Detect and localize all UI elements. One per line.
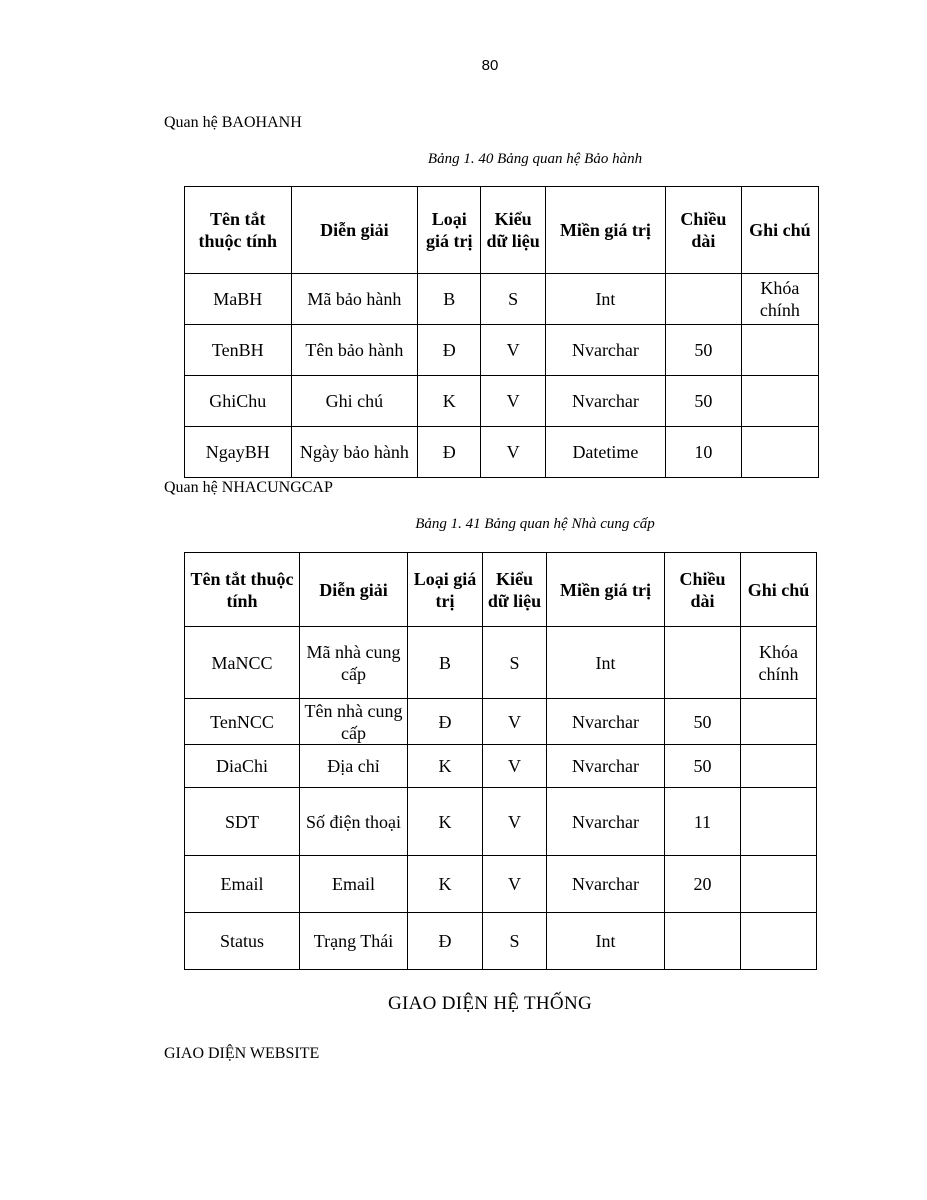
table-caption-baohanh: Bảng 1. 40 Bảng quan hệ Bảo hành bbox=[427, 151, 643, 167]
table-cell: NgayBH bbox=[185, 427, 292, 478]
header-cell: Ghi chú bbox=[741, 187, 818, 274]
table-cell: TenNCC bbox=[185, 699, 300, 745]
table-cell: K bbox=[418, 376, 481, 427]
table-cell: V bbox=[483, 699, 547, 745]
table-cell: Nvarchar bbox=[547, 699, 665, 745]
table-cell: Tên nhà cung cấp bbox=[300, 699, 408, 745]
table-cell: Mã nhà cung cấp bbox=[300, 627, 408, 699]
table-cell: S bbox=[481, 274, 546, 325]
table-cell: K bbox=[408, 745, 483, 788]
header-cell: Chiều dài bbox=[665, 553, 741, 627]
table-cell bbox=[741, 856, 817, 913]
table-cell: Đ bbox=[408, 699, 483, 745]
table-cell: V bbox=[483, 745, 547, 788]
table-cell: Số điện thoại bbox=[300, 788, 408, 856]
table-row bbox=[185, 325, 819, 376]
table-row bbox=[185, 913, 817, 970]
section-title: GIAO DIỆN HỆ THỐNG bbox=[388, 993, 592, 1014]
table-cell: Nvarchar bbox=[546, 376, 666, 427]
table-cell: V bbox=[483, 788, 547, 856]
table-cell bbox=[741, 427, 818, 478]
table-row bbox=[185, 274, 819, 325]
table-cell: 50 bbox=[665, 325, 741, 376]
relation-label-baohanh: Quan hệ BAOHANH bbox=[164, 114, 302, 131]
table-row bbox=[185, 788, 817, 856]
table-row bbox=[185, 627, 817, 699]
header-cell: Chiều dài bbox=[665, 187, 741, 274]
table-cell bbox=[665, 627, 741, 699]
table-caption-nhacungcap: Bảng 1. 41 Bảng quan hệ Nhà cung cấp bbox=[415, 516, 655, 532]
table-header-row bbox=[185, 187, 819, 274]
table-row bbox=[185, 745, 817, 788]
table-cell: Trạng Thái bbox=[300, 913, 408, 970]
table-cell bbox=[665, 913, 741, 970]
table-cell: 10 bbox=[665, 427, 741, 478]
table-cell: 20 bbox=[665, 856, 741, 913]
table-cell bbox=[741, 913, 817, 970]
table-cell: V bbox=[481, 325, 546, 376]
table-row bbox=[185, 427, 819, 478]
table-cell: Datetime bbox=[546, 427, 666, 478]
table-cell: Nvarchar bbox=[547, 788, 665, 856]
header-cell: Ghi chú bbox=[741, 553, 817, 627]
table-cell: Đ bbox=[418, 427, 481, 478]
relation-label-nhacungcap: Quan hệ NHACUNGCAP bbox=[164, 479, 333, 496]
table-cell: K bbox=[408, 856, 483, 913]
table-cell: MaBH bbox=[185, 274, 292, 325]
table-cell bbox=[741, 788, 817, 856]
table-cell: S bbox=[483, 627, 547, 699]
table-cell: Email bbox=[185, 856, 300, 913]
table-cell bbox=[665, 274, 741, 325]
header-cell: Tên tắt thuộc tính bbox=[185, 553, 300, 627]
table-baohanh bbox=[184, 186, 819, 478]
header-cell: Diễn giải bbox=[300, 553, 408, 627]
table-cell: 50 bbox=[665, 745, 741, 788]
header-cell: Miền giá trị bbox=[546, 187, 666, 274]
table-cell: 11 bbox=[665, 788, 741, 856]
table-cell: Int bbox=[546, 274, 666, 325]
table-cell: 50 bbox=[665, 699, 741, 745]
header-cell: Loại giá trị bbox=[408, 553, 483, 627]
table-cell: Khóa chính bbox=[741, 627, 817, 699]
table-cell: B bbox=[408, 627, 483, 699]
table-cell: Tên bảo hành bbox=[291, 325, 418, 376]
table-nhacungcap bbox=[184, 552, 817, 970]
table-cell: V bbox=[483, 856, 547, 913]
table-cell: 50 bbox=[665, 376, 741, 427]
table-cell: Nvarchar bbox=[547, 856, 665, 913]
table-cell: B bbox=[418, 274, 481, 325]
header-cell: Kiểu dữ liệu bbox=[481, 187, 546, 274]
table-cell: Mã bảo hành bbox=[291, 274, 418, 325]
header-cell: Diễn giải bbox=[291, 187, 418, 274]
table-cell: Ngày bảo hành bbox=[291, 427, 418, 478]
table-cell: Email bbox=[300, 856, 408, 913]
table-cell: TenBH bbox=[185, 325, 292, 376]
table-cell: Ghi chú bbox=[291, 376, 418, 427]
header-cell: Loại giá trị bbox=[418, 187, 481, 274]
table-cell: Khóa chính bbox=[741, 274, 818, 325]
table-cell: Int bbox=[547, 627, 665, 699]
table-cell bbox=[741, 699, 817, 745]
table-cell: Đ bbox=[418, 325, 481, 376]
header-cell: Kiểu dữ liệu bbox=[483, 553, 547, 627]
table-cell: GhiChu bbox=[185, 376, 292, 427]
table-cell: K bbox=[408, 788, 483, 856]
table-row bbox=[185, 376, 819, 427]
table-cell: Địa chỉ bbox=[300, 745, 408, 788]
table-row bbox=[185, 856, 817, 913]
table-cell: Nvarchar bbox=[547, 745, 665, 788]
table-row bbox=[185, 699, 817, 745]
table-header-row bbox=[185, 553, 817, 627]
table-cell bbox=[741, 325, 818, 376]
table-cell bbox=[741, 745, 817, 788]
table-cell: S bbox=[483, 913, 547, 970]
header-cell: Tên tắt thuộc tính bbox=[185, 187, 292, 274]
table-cell: DiaChi bbox=[185, 745, 300, 788]
table-cell: Status bbox=[185, 913, 300, 970]
page-number: 80 bbox=[481, 57, 499, 74]
sub-section-title: GIAO DIỆN WEBSITE bbox=[164, 1045, 320, 1062]
table-cell: Nvarchar bbox=[546, 325, 666, 376]
table-cell: Int bbox=[547, 913, 665, 970]
table-cell: V bbox=[481, 376, 546, 427]
header-cell: Miền giá trị bbox=[547, 553, 665, 627]
table-cell bbox=[741, 376, 818, 427]
table-cell: SDT bbox=[185, 788, 300, 856]
table-cell: V bbox=[481, 427, 546, 478]
table-cell: MaNCC bbox=[185, 627, 300, 699]
table-cell: Đ bbox=[408, 913, 483, 970]
